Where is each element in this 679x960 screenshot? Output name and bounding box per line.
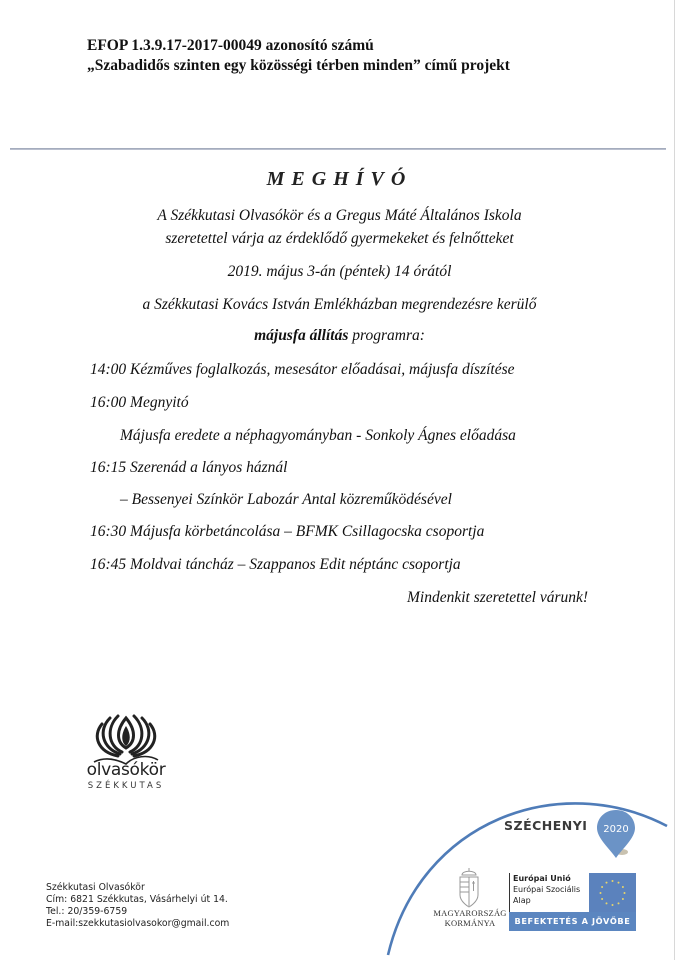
event-name-bold: májusfa állítás [254,327,349,344]
government-label [430,908,510,928]
closing-line: Mindenkit szeretettel várunk! [407,589,589,606]
program-item: 16:15 Szerenád a lányos háznál [90,459,288,476]
government-label-line1: MAGYARORSZÁG [433,908,507,918]
program-item: 16:45 Moldvai táncház – Szappanos Edit néptánc csoportja [90,556,461,573]
contact-address: Cím: 6821 Székkutas, Vásárhelyi út 14. [46,894,228,905]
program-item: 16:00 Megnyitó [90,394,189,411]
szechenyi-2020-pin-icon [595,808,637,860]
event-name [0,327,679,345]
event-venue: a Székkutasi Kovács István Emlékházban megrendezésre kerülő [142,296,537,313]
program-item: – Bessenyei Színkör Labozár Antal közreműködésével [120,491,452,508]
contact-email[interactable]: E-mail:szekkutasiolvasokor@gmail.com [46,918,230,929]
logo-wordmark: olvasókör [86,760,166,780]
page-edge [674,0,675,960]
intro-line-1: A Székkutasi Olvasókör és a Gregus Máté Általános Iskola [157,207,522,224]
intro-line-2: szeretettel várja az érdeklődő gyermekeket és felnőtteket [165,230,514,247]
eu-label-line1: Európai Unió [513,874,571,883]
government-label-line2: KORMÁNYA [444,918,496,928]
project-header [87,36,510,76]
eu-label-line2: Európai Szociális [513,885,581,894]
svg-text:2020: 2020 [603,824,629,835]
invest-future-banner: BEFEKTETÉS A JÖVŐBE [509,912,636,931]
event-date: 2019. május 3-án (péntek) 14 órától [227,263,452,280]
contact-phone: Tel.: 20/359-6759 [46,906,128,917]
event-name-rest: programra: [348,327,425,344]
project-id: EFOP 1.3.9.17-2017-00049 azonosító számú [87,37,374,54]
eu-label-line3: Alap [513,896,531,905]
program-item: Májusfa eredete a néphagyományban - Sonkoly Ágnes előadása [120,427,516,444]
invitation-title: MEGHÍVÓ [266,168,413,190]
contact-name: Székkutasi Olvasókör [46,882,145,893]
project-title: „Szabadidős szinten egy közösségi térben minden” című projekt [87,57,510,74]
eu-label [513,873,580,906]
program-item: 14:00 Kézműves foglalkozás, mesesátor előadásai, májusfa díszítése [90,361,515,378]
header-divider [10,148,666,150]
szechenyi-label: SZÉCHENYI [504,818,588,833]
hungarian-coat-of-arms-icon [456,867,482,909]
eu-flag-icon [589,873,636,913]
eu-divider [509,873,510,913]
program-item: 16:30 Májusfa körbetáncolása – BFMK Csillagocska csoportja [90,523,485,540]
contact-block [46,882,229,930]
logo-subtitle: SZÉKKUTAS [87,781,165,791]
